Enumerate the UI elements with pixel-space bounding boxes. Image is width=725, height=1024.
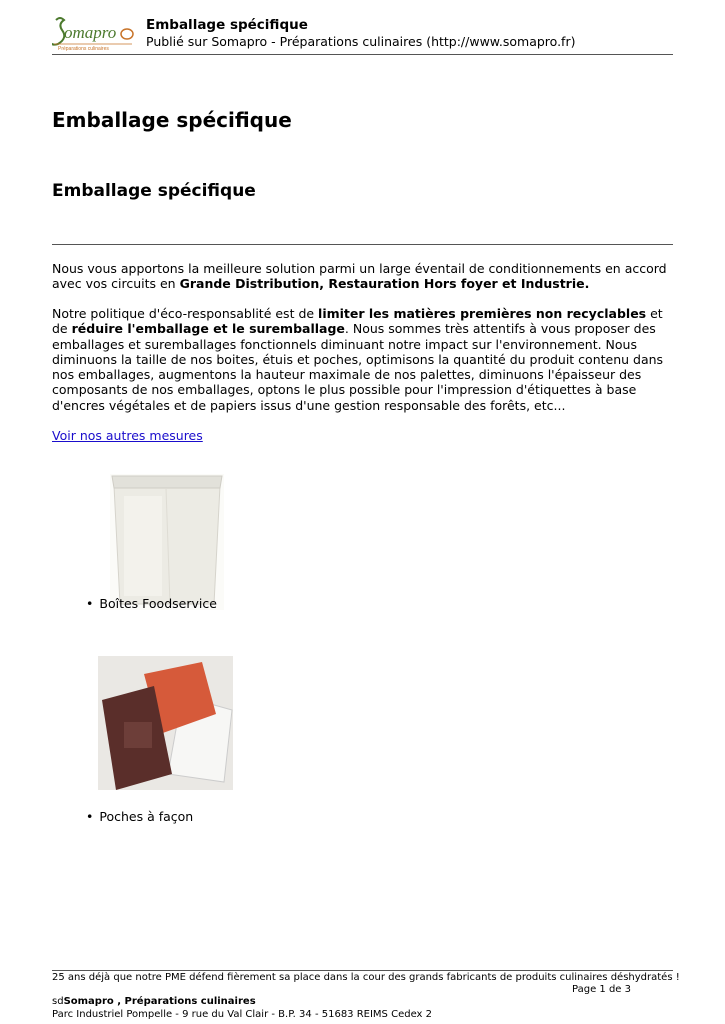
footer-divider	[52, 970, 673, 971]
list-item	[86, 809, 193, 824]
other-measures-link[interactable]: Voir nos autres mesures	[52, 428, 203, 443]
list-item	[86, 596, 217, 611]
header-subtitle: Publié sur Somapro - Préparations culinaires (http://www.somapro.fr)	[146, 34, 576, 49]
policy-bold-2: réduire l'emballage et le suremballage	[71, 321, 345, 337]
svg-text:Préparations culinaires: Préparations culinaires	[58, 46, 109, 52]
policy-text-3: . Nous sommes très attentifs à vous proposer des emballages et suremballages fonctionnels diminuant notre impact sur l'environnement. Nous diminuons la taille de nos boites, étuis et poches, optimisons la quantité du produit contenu dans nos emballages, augmentons la hauteur maximale de nos palettes, diminuons l'épaisseur des composants de nos emballages, optons le plus possible pour l'impression d'étiquettes à base d'encres végétales et de papiers issus d'une gestion responsable des forêts, etc...	[52, 321, 664, 413]
svg-text:omapro: omapro	[64, 23, 117, 42]
somapro-logo	[52, 14, 136, 54]
header-title: Emballage spécifique	[146, 17, 308, 33]
list-item-label: Poches à façon	[99, 809, 194, 824]
list-item-label: Boîtes Foodservice	[99, 596, 217, 611]
section-title: Emballage spécifique	[52, 181, 256, 201]
footer-address: Parc Industriel Pompelle - 9 rue du Val Clair - B.P. 34 - 51683 REIMS Cedex 2	[52, 1009, 433, 1020]
footer-company-prefix: sd	[52, 996, 64, 1007]
custom-pouch-image	[98, 656, 233, 790]
page-title: Emballage spécifique	[52, 108, 292, 132]
intro-text: Nous vous apportons la meilleure solution parmi un large éventail de conditionnements en accord avec vos circuits en	[52, 261, 667, 292]
intro-bold: Grande Distribution, Restauration Hors foyer et Industrie.	[179, 276, 590, 292]
policy-text-1: Notre politique d'éco-responsablité est de	[52, 306, 319, 321]
policy-paragraph	[52, 306, 674, 413]
policy-bold-1: limiter les matières premières non recyclables	[318, 306, 647, 321]
foodservice-box-image	[110, 474, 224, 610]
header-divider	[52, 54, 673, 55]
footer-company	[52, 996, 256, 1007]
intro-paragraph	[52, 261, 674, 292]
footer-tagline: 25 ans déjà que notre PME défend fièrement sa place dans la cour des grands fabricants de produits culinaires déshydratés !	[52, 972, 680, 983]
policy-text-2: et de	[52, 306, 663, 337]
footer-company-name: Somapro , Préparations culinaires	[63, 996, 256, 1007]
page-number: Page 1 de 3	[572, 984, 631, 995]
section-divider	[52, 244, 673, 245]
